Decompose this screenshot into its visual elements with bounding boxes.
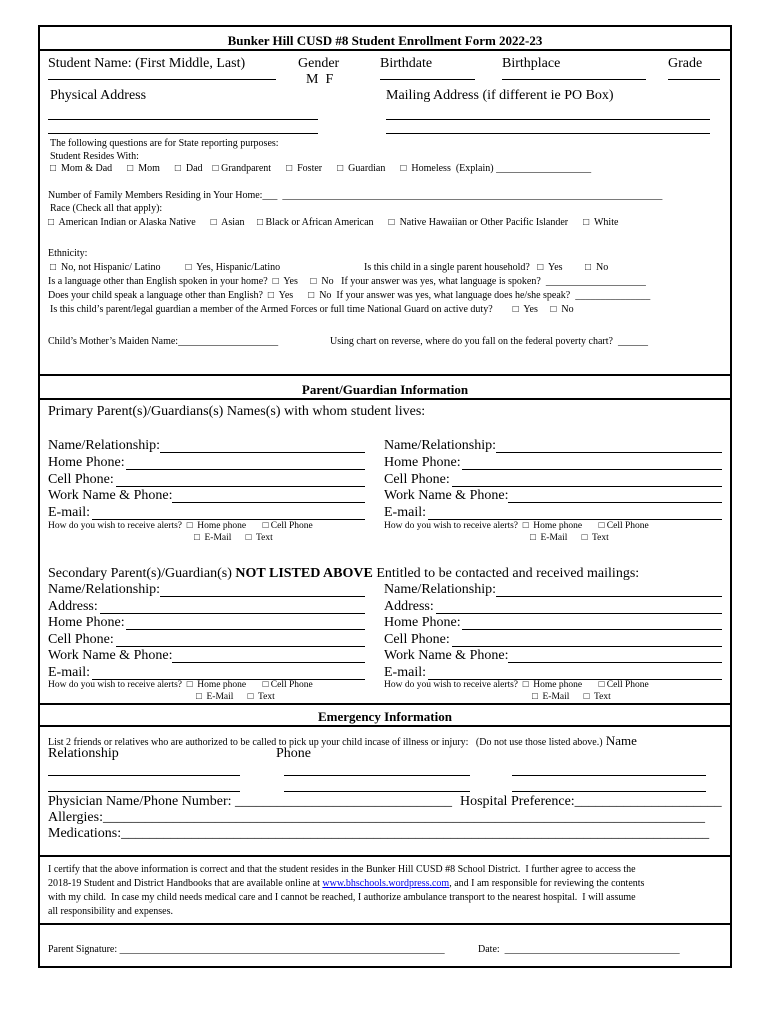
- divider: [40, 923, 730, 925]
- date-field[interactable]: Date: ___________________________________: [478, 944, 680, 955]
- primary-guardians-label: Primary Parent(s)/Guardians(s) Names(s) with whom student lives:: [48, 404, 426, 419]
- cell-phone-field[interactable]: [452, 646, 722, 647]
- birthplace-field[interactable]: [502, 79, 646, 80]
- certify-line-4: all responsibility and expenses.: [48, 906, 173, 917]
- relationship-header: Relationship: [48, 746, 119, 761]
- name-relationship-label: Name/Relationship:: [48, 582, 160, 597]
- certify-line-2: 2018-19 Student and District Handbooks that are available online at www.bhschools.wordpress.com, and I am responsible for reviewing the contents: [48, 878, 645, 889]
- physician-field[interactable]: Physician Name/Phone Number: _______________________________: [48, 794, 453, 809]
- family-members[interactable]: Number of Family Members Residing in Your Home:___ ____________________________________________________________________________: [48, 190, 663, 201]
- gender-options[interactable]: M F: [306, 72, 334, 87]
- phone-header: Phone: [276, 746, 311, 761]
- poverty-chart-question[interactable]: Using chart on reverse, where do you fall on the federal poverty chart? ______: [330, 336, 648, 347]
- emergency-contact-1-phone[interactable]: [512, 775, 706, 776]
- name-relationship-label: Name/Relationship:: [384, 438, 496, 453]
- state-intro: The following questions are for State reporting purposes:: [50, 138, 279, 149]
- cell-phone-field[interactable]: [116, 646, 365, 647]
- mailing-address-field-1[interactable]: [386, 119, 710, 120]
- student-name-field[interactable]: [48, 79, 276, 80]
- divider: [40, 374, 730, 376]
- ethnicity-label: Ethnicity:: [48, 248, 88, 259]
- gender-label: Gender: [298, 56, 340, 71]
- grade-label: Grade: [668, 56, 703, 71]
- cell-phone-field[interactable]: [452, 486, 722, 487]
- birthdate-label: Birthdate: [380, 56, 433, 71]
- emergency-intro: List 2 friends or relatives who are authorized to be called to pick up your child incase of illness or injury: (Do not use those listed above.) Name: [48, 733, 637, 748]
- name-relationship-field[interactable]: [496, 452, 722, 453]
- alerts-options-2[interactable]: □ E-Mail □ Text: [194, 533, 273, 543]
- home-phone-field[interactable]: [126, 629, 365, 630]
- cell-phone-label: Cell Phone:: [384, 632, 450, 647]
- armed-forces-question[interactable]: Is this child’s parent/legal guardian a member of the Armed Forces or full time National Guard on active duty? □ Yes □ No: [50, 304, 574, 315]
- work-label: Work Name & Phone:: [48, 648, 173, 663]
- emergency-contact-1-name[interactable]: [48, 775, 240, 776]
- physical-address-field-1[interactable]: [48, 119, 318, 120]
- resides-options[interactable]: □ Mom & Dad □ Mom □ Dad □ Grandparent □ Foster □ Guardian □ Homeless (Explain) ___________________: [50, 163, 592, 174]
- language-home-question[interactable]: Is a language other than English spoken in your home? □ Yes □ No If your answer was yes, what language is spoken? ____________________: [48, 276, 646, 287]
- alerts-options[interactable]: How do you wish to receive alerts? □ Home phone □ Cell Phone: [48, 680, 313, 690]
- email-label: E-mail:: [384, 665, 426, 680]
- cell-phone-label: Cell Phone:: [384, 472, 450, 487]
- race-label: Race (Check all that apply):: [50, 203, 163, 214]
- work-field[interactable]: [508, 662, 722, 663]
- mailing-address-field-2[interactable]: [386, 133, 710, 134]
- work-label: Work Name & Phone:: [48, 488, 173, 503]
- name-relationship-label: Name/Relationship:: [384, 582, 496, 597]
- work-label: Work Name & Phone:: [384, 488, 509, 503]
- birthplace-label: Birthplace: [502, 56, 561, 71]
- grade-field[interactable]: [668, 79, 720, 80]
- parent-signature-field[interactable]: Parent Signature: _________________________________________________________________: [48, 944, 445, 955]
- mailing-address-label: Mailing Address (if different ie PO Box): [386, 88, 614, 103]
- alerts-options-2[interactable]: □ E-Mail □ Text: [530, 533, 609, 543]
- name-relationship-field[interactable]: [160, 596, 365, 597]
- emergency-contact-1-relationship[interactable]: [284, 775, 470, 776]
- allergies-field[interactable]: Allergies:______________________________________________________________________________________: [48, 811, 705, 825]
- handbook-link[interactable]: www.bhschools.wordpress.com: [322, 878, 450, 889]
- divider: [40, 703, 730, 705]
- certify-line-3: with my child. In case my child needs medical care and I cannot be reached, I authorize ambulance transport to the nearest hospital. I will assume: [48, 892, 636, 903]
- ethnicity-options[interactable]: □ No, not Hispanic/ Latino □ Yes, Hispanic/Latino: [50, 262, 281, 273]
- address-field[interactable]: [436, 613, 722, 614]
- home-phone-label: Home Phone:: [48, 615, 125, 630]
- name-relationship-field[interactable]: [160, 452, 365, 453]
- parent-section-title: Parent/Guardian Information: [301, 382, 469, 397]
- physical-address-label: Physical Address: [50, 88, 147, 103]
- home-phone-field[interactable]: [126, 469, 365, 470]
- divider: [40, 49, 730, 51]
- form-title: Bunker Hill CUSD #8 Student Enrollment Form 2022-23: [227, 33, 543, 48]
- divider: [40, 725, 730, 727]
- resides-label: Student Resides With:: [50, 151, 139, 162]
- cell-phone-label: Cell Phone:: [48, 632, 114, 647]
- cell-phone-field[interactable]: [116, 486, 365, 487]
- alerts-options[interactable]: How do you wish to receive alerts? □ Home phone □ Cell Phone: [384, 521, 649, 531]
- student-name-label: Student Name: (First Middle, Last): [48, 56, 246, 71]
- certify-line-1: I certify that the above information is correct and that the student resides in the Bunker Hill CUSD #8 School District. I further agree to access the: [48, 864, 636, 875]
- alerts-options-2[interactable]: □ E-Mail □ Text: [196, 692, 275, 702]
- emergency-section-title: Emergency Information: [318, 709, 452, 724]
- hospital-field[interactable]: Hospital Preference:_____________________: [460, 794, 722, 809]
- name-relationship-field[interactable]: [496, 596, 722, 597]
- emergency-contact-2-phone[interactable]: [512, 791, 706, 792]
- work-field[interactable]: [172, 662, 365, 663]
- home-phone-label: Home Phone:: [384, 615, 461, 630]
- emergency-contact-2-name[interactable]: [48, 791, 240, 792]
- email-field[interactable]: [428, 519, 722, 520]
- alerts-options[interactable]: How do you wish to receive alerts? □ Home phone □ Cell Phone: [384, 680, 649, 690]
- email-label: E-mail:: [48, 665, 90, 680]
- home-phone-field[interactable]: [462, 629, 722, 630]
- email-label: E-mail:: [384, 505, 426, 520]
- cell-phone-label: Cell Phone:: [48, 472, 114, 487]
- home-phone-label: Home Phone:: [384, 455, 461, 470]
- email-label: E-mail:: [48, 505, 90, 520]
- address-field[interactable]: [100, 613, 365, 614]
- email-field[interactable]: [92, 519, 365, 520]
- race-options[interactable]: □ American Indian or Alaska Native □ Asian □ Black or African American □ Native Hawaiian or Other Pacific Islander □ White: [48, 217, 619, 228]
- work-field[interactable]: [508, 502, 722, 503]
- home-phone-field[interactable]: [462, 469, 722, 470]
- home-phone-label: Home Phone:: [48, 455, 125, 470]
- divider: [40, 398, 730, 400]
- enrollment-form: [38, 25, 732, 968]
- secondary-guardians-label: Secondary Parent(s)/Guardian(s) NOT LISTED ABOVE Entitled to be contacted and received mailings:: [48, 566, 640, 581]
- address-label: Address:: [384, 599, 434, 614]
- address-label: Address:: [48, 599, 98, 614]
- emergency-contact-2-relationship[interactable]: [284, 791, 470, 792]
- name-relationship-label: Name/Relationship:: [48, 438, 160, 453]
- alerts-options[interactable]: How do you wish to receive alerts? □ Home phone □ Cell Phone: [48, 521, 313, 531]
- single-parent-question[interactable]: Is this child in a single parent household? □ Yes □ No: [364, 262, 609, 273]
- birthdate-field[interactable]: [380, 79, 475, 80]
- maiden-name-field[interactable]: Child’s Mother’s Maiden Name:____________________: [48, 336, 279, 347]
- medications-field[interactable]: Medications:____________________________________________________________________________________: [48, 827, 710, 841]
- work-label: Work Name & Phone:: [384, 648, 509, 663]
- physical-address-field-2[interactable]: [48, 133, 318, 134]
- language-child-question[interactable]: Does your child speak a language other than English? □ Yes □ No If your answer was yes, what language does he/she speak? _______________: [48, 290, 651, 301]
- work-field[interactable]: [172, 502, 365, 503]
- divider: [40, 855, 730, 857]
- alerts-options-2[interactable]: □ E-Mail □ Text: [532, 692, 611, 702]
